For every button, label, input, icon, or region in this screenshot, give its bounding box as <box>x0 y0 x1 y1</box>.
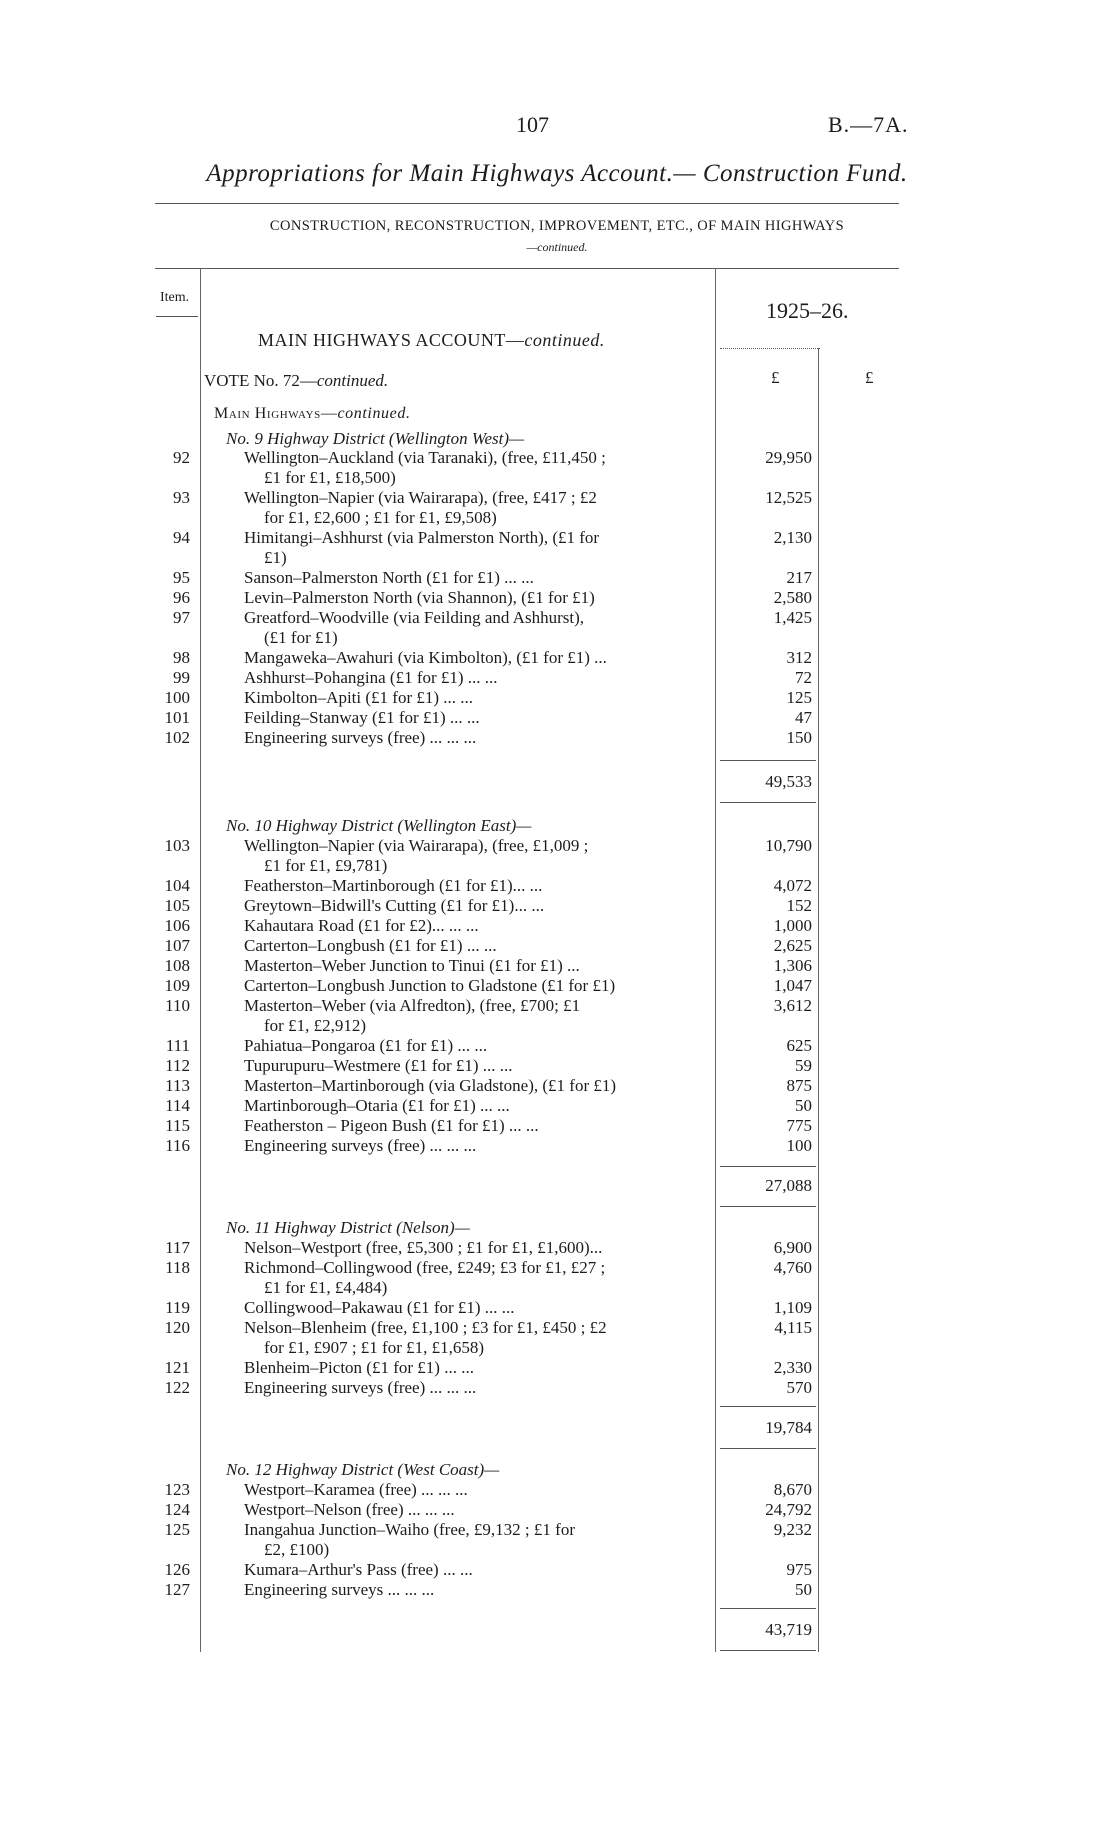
item-amount: 150 <box>786 728 812 747</box>
item-description: Engineering surveys ... ... ... <box>244 1580 435 1599</box>
item-description-continued: £1 for £1, £18,500) <box>264 468 396 487</box>
item-description: Masterton–Weber Junction to Tinui (£1 for £1) ... <box>244 956 580 975</box>
table-row <box>0 1096 1114 1116</box>
item-number: 96 <box>173 588 190 607</box>
item-amount: 50 <box>795 1580 812 1599</box>
table-row <box>0 1116 1114 1136</box>
item-amount: 1,047 <box>773 976 812 995</box>
item-description: Nelson–Blenheim (free, £1,100 ; £3 for £1, £450 ; £2 <box>244 1318 607 1337</box>
item-number: 121 <box>164 1358 190 1377</box>
table-row <box>0 448 1114 468</box>
item-amount: 312 <box>786 648 812 667</box>
item-description: Engineering surveys (free) ... ... ... <box>244 1378 477 1397</box>
item-number: 95 <box>173 568 190 587</box>
table-row <box>0 1036 1114 1056</box>
item-amount: 2,580 <box>773 588 812 607</box>
table-row <box>0 1318 1114 1338</box>
item-amount: 59 <box>795 1056 812 1075</box>
item-number: 115 <box>165 1116 190 1135</box>
table-row <box>0 1358 1114 1378</box>
item-description-continued: for £1, £2,600 ; £1 for £1, £9,508) <box>264 508 497 527</box>
item-number: 103 <box>164 836 190 855</box>
item-description: Blenheim–Picton (£1 for £1) ... ... <box>244 1358 474 1377</box>
table-row <box>0 588 1114 608</box>
item-amount: 1,425 <box>773 608 812 627</box>
table-row <box>0 1056 1114 1076</box>
item-description-continued: £2, £100) <box>264 1540 330 1559</box>
item-number: 99 <box>173 668 190 687</box>
item-number: 127 <box>164 1580 190 1599</box>
item-number: 118 <box>165 1258 190 1277</box>
item-amount: 4,115 <box>774 1318 812 1337</box>
item-description-continued: £1) <box>264 548 287 567</box>
item-description: Feilding–Stanway (£1 for £1) ... ... <box>244 708 480 727</box>
item-number: 108 <box>164 956 190 975</box>
district-total: 27,088 <box>765 1176 812 1195</box>
item-amount: 775 <box>786 1116 812 1135</box>
table-row <box>0 728 1114 748</box>
item-amount: 217 <box>786 568 812 587</box>
item-number: 111 <box>165 1036 190 1055</box>
item-number: 97 <box>173 608 190 627</box>
item-number: 107 <box>164 936 190 955</box>
district-total: 19,784 <box>765 1418 812 1437</box>
item-number: 92 <box>173 448 190 467</box>
year-header-rule <box>720 348 820 349</box>
district-heading: No. 9 Highway District (Wellington West)— <box>226 429 525 448</box>
item-description: Sanson–Palmerston North (£1 for £1) ... ... <box>244 568 534 587</box>
item-description: Featherston–Martinborough (£1 for £1)... ... <box>244 876 543 895</box>
item-number: 120 <box>164 1318 190 1337</box>
district-total: 43,719 <box>765 1620 812 1639</box>
item-amount: 875 <box>786 1076 812 1095</box>
subtotal-rule <box>720 802 816 803</box>
item-column-header: Item. <box>160 290 190 305</box>
section-subheading: CONSTRUCTION, RECONSTRUCTION, IMPROVEMENT, ETC., OF MAIN HIGHWAYS <box>269 218 845 234</box>
table-row <box>0 688 1114 708</box>
table-row <box>0 668 1114 688</box>
table-row <box>0 1298 1114 1318</box>
item-description: Richmond–Collingwood (free, £249; £3 for £1, £27 ; <box>244 1258 606 1277</box>
item-description-continued: £1 for £1, £9,781) <box>264 856 388 875</box>
item-amount: 10,790 <box>765 836 812 855</box>
item-description: Nelson–Westport (free, £5,300 ; £1 for £1, £1,600)... <box>244 1238 603 1257</box>
item-description: Engineering surveys (free) ... ... ... <box>244 1136 477 1155</box>
subtotal-rule <box>720 760 816 761</box>
item-description: Carterton–Longbush Junction to Gladstone (£1 for £1) <box>244 976 616 995</box>
item-description: Wellington–Napier (via Wairarapa), (free, £1,009 ; <box>244 836 589 855</box>
item-number: 104 <box>164 876 190 895</box>
item-amount: 9,232 <box>773 1520 812 1539</box>
table-row <box>0 836 1114 856</box>
item-number: 116 <box>165 1136 190 1155</box>
item-amount: 1,306 <box>773 956 812 975</box>
item-number: 110 <box>165 996 190 1015</box>
item-description: Kumara–Arthur's Pass (free) ... ... <box>244 1560 473 1579</box>
subtotal-rule <box>720 1448 816 1449</box>
item-amount: 6,900 <box>773 1238 812 1257</box>
item-number: 93 <box>173 488 190 507</box>
table-row <box>0 956 1114 976</box>
table-row <box>0 708 1114 728</box>
item-description: Masterton–Weber (via Alfredton), (free, £700; £1 <box>244 996 581 1015</box>
item-description: Masterton–Martinborough (via Gladstone), (£1 for £1) <box>244 1076 617 1095</box>
item-amount: 1,109 <box>773 1298 812 1317</box>
table-row <box>0 1378 1114 1398</box>
year-header: 1925–26. <box>766 298 849 323</box>
item-number: 126 <box>164 1560 190 1579</box>
item-number: 105 <box>164 896 190 915</box>
item-amount: 570 <box>786 1378 812 1397</box>
item-number: 113 <box>165 1076 190 1095</box>
district-heading: No. 10 Highway District (Wellington East)— <box>226 816 532 835</box>
item-number: 109 <box>164 976 190 995</box>
table-row <box>0 1238 1114 1258</box>
item-amount: 47 <box>795 708 812 727</box>
item-amount: 975 <box>786 1560 812 1579</box>
item-number: 123 <box>164 1480 190 1499</box>
item-number: 117 <box>165 1238 190 1257</box>
item-number: 125 <box>164 1520 190 1539</box>
item-amount: 12,525 <box>765 488 812 507</box>
currency-symbol-items: £ <box>771 368 780 387</box>
item-description-continued: for £1, £907 ; £1 for £1, £1,658) <box>264 1338 485 1357</box>
table-row <box>0 648 1114 668</box>
item-amount: 29,950 <box>765 448 812 467</box>
item-number: 102 <box>164 728 190 747</box>
item-amount: 2,330 <box>773 1358 812 1377</box>
item-description-continued: £1 for £1, £4,484) <box>264 1278 388 1297</box>
table-row <box>0 896 1114 916</box>
account-heading: MAIN HIGHWAYS ACCOUNT—continued. <box>258 330 605 350</box>
table-row <box>0 488 1114 508</box>
table-row <box>0 1560 1114 1580</box>
item-amount: 625 <box>786 1036 812 1055</box>
table-top-rule <box>155 268 899 269</box>
item-amount: 2,130 <box>773 528 812 547</box>
item-amount: 2,625 <box>773 936 812 955</box>
table-row <box>0 996 1114 1016</box>
item-number: 122 <box>164 1378 190 1397</box>
table-row <box>0 1136 1114 1156</box>
item-description: Westport–Nelson (free) ... ... ... <box>244 1500 455 1519</box>
item-number: 119 <box>165 1298 190 1317</box>
item-description: Westport–Karamea (free) ... ... ... <box>244 1480 468 1499</box>
table-row <box>0 1258 1114 1278</box>
item-description: Ashhurst–Pohangina (£1 for £1) ... ... <box>244 668 498 687</box>
item-description: Inangahua Junction–Waiho (free, £9,132 ; £1 for <box>244 1520 575 1539</box>
page-number: 107 <box>516 112 549 137</box>
item-description: Wellington–Napier (via Wairarapa), (free, £417 ; £2 <box>244 488 597 507</box>
district-total: 49,533 <box>765 772 812 791</box>
item-description: Levin–Palmerston North (via Shannon), (£1 for £1) <box>244 588 595 607</box>
table-row <box>0 1500 1114 1520</box>
item-description: Pahiatua–Pongaroa (£1 for £1) ... ... <box>244 1036 488 1055</box>
item-description-continued: for £1, £2,912) <box>264 1016 366 1035</box>
section-subheading-continued: —continued. <box>526 240 588 254</box>
item-description: Wellington–Auckland (via Taranaki), (free, £11,450 ; <box>244 448 606 467</box>
item-number: 114 <box>165 1096 190 1115</box>
item-description: Engineering surveys (free) ... ... ... <box>244 728 477 747</box>
subtotal-rule <box>720 1650 816 1651</box>
item-amount: 1,000 <box>773 916 812 935</box>
item-description: Greytown–Bidwill's Cutting (£1 for £1)... ... <box>244 896 545 915</box>
table-row <box>0 1480 1114 1500</box>
currency-symbol-totals: £ <box>865 368 874 387</box>
vote-heading: VOTE No. 72—continued. <box>204 371 389 390</box>
item-description: Mangaweka–Awahuri (via Kimbolton), (£1 for £1) ... <box>244 648 607 667</box>
table-row <box>0 936 1114 956</box>
subtotal-rule <box>720 1206 816 1207</box>
item-description: Himitangi–Ashhurst (via Palmerston North), (£1 for <box>244 528 600 547</box>
document-reference: B.—7A. <box>828 112 909 137</box>
subtotal-rule <box>720 1166 816 1167</box>
item-number: 100 <box>164 688 190 707</box>
item-description: Greatford–Woodville (via Feilding and Ashhurst), <box>244 608 584 627</box>
item-number: 112 <box>165 1056 190 1075</box>
item-description: Martinborough–Otaria (£1 for £1) ... ... <box>244 1096 510 1115</box>
item-description: Featherston – Pigeon Bush (£1 for £1) ... ... <box>244 1116 539 1135</box>
item-amount: 125 <box>786 688 812 707</box>
table-row <box>0 528 1114 548</box>
item-description: Kahautara Road (£1 for £2)... ... ... <box>244 916 479 935</box>
table-row <box>0 568 1114 588</box>
table-row <box>0 1580 1114 1600</box>
item-amount: 4,072 <box>773 876 812 895</box>
table-row <box>0 976 1114 996</box>
table-row <box>0 876 1114 896</box>
district-heading: No. 11 Highway District (Nelson)— <box>226 1218 470 1237</box>
item-description: Kimbolton–Apiti (£1 for £1) ... ... <box>244 688 474 707</box>
item-amount: 3,612 <box>773 996 812 1015</box>
subtotal-rule <box>720 1406 816 1407</box>
item-amount: 24,792 <box>765 1500 812 1519</box>
item-description: Carterton–Longbush (£1 for £1) ... ... <box>244 936 497 955</box>
table-row <box>0 916 1114 936</box>
table-row <box>0 608 1114 628</box>
section-heading: Main Highways—continued. <box>214 405 411 422</box>
item-description: Collingwood–Pakawau (£1 for £1) ... ... <box>244 1298 515 1317</box>
item-amount: 152 <box>786 896 812 915</box>
table-row <box>0 1520 1114 1540</box>
item-number: 124 <box>164 1500 190 1519</box>
subtotal-rule <box>720 1608 816 1609</box>
page-title: Appropriations for Main Highways Account.— Construction Fund. <box>206 160 908 187</box>
item-number: 98 <box>173 648 190 667</box>
table-row <box>0 1076 1114 1096</box>
item-amount: 4,760 <box>773 1258 812 1277</box>
item-amount: 100 <box>786 1136 812 1155</box>
item-description-continued: (£1 for £1) <box>264 628 338 647</box>
district-heading: No. 12 Highway District (West Coast)— <box>226 1460 500 1479</box>
item-description: Tupurupuru–Westmere (£1 for £1) ... ... <box>244 1056 513 1075</box>
item-amount: 72 <box>795 668 812 687</box>
item-header-rule <box>156 316 198 317</box>
item-amount: 8,670 <box>773 1480 812 1499</box>
item-amount: 50 <box>795 1096 812 1115</box>
title-rule <box>155 203 899 204</box>
item-number: 94 <box>173 528 190 547</box>
item-number: 106 <box>164 916 190 935</box>
item-number: 101 <box>164 708 190 727</box>
